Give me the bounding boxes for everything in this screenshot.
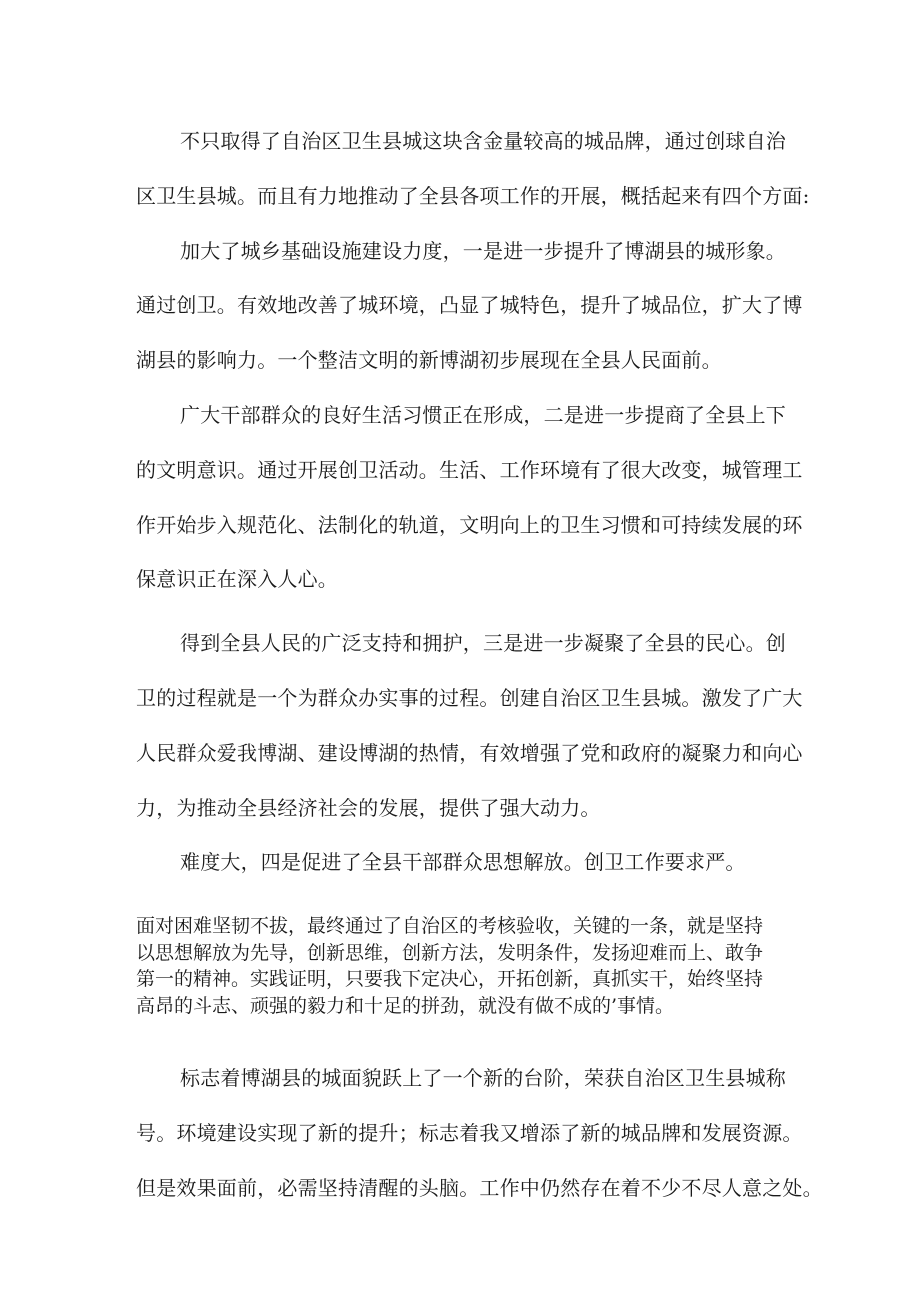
text-line: 保意识正在深入人心。 <box>136 567 338 591</box>
text-line: 第一的精神。实践证明，只要我下定决心，开拓创新，真抓实干，始终坚持 <box>136 968 764 990</box>
text-line: 得到全县人民的广泛支持和拥护，三是进一步凝聚了全县的民心。创 <box>180 631 786 655</box>
text-line: 区卫生县城。而且有力地推动了全县各项工作的开展，概括起来有四个方面: <box>136 184 810 208</box>
text-line: 高昂的斗志、顽强的毅力和十足的拼劲，就没有做不成的’事情。 <box>136 995 675 1017</box>
text-line: 人民群众爱我博湖、建设博湖的热情，有效增强了党和政府的凝聚力和向心 <box>136 741 803 765</box>
text-line: 通过创卫。有效地改善了城环境，凸显了城特色，提升了城品位，扩大了博 <box>136 293 803 317</box>
text-line: 的文明意识。通过开展创卫活动。生活、工作环境有了很大改变，城管理工 <box>136 458 803 482</box>
text-line: 面对困难坚韧不拔，最终通过了自治区的考核验收，关键的一条，就是坚持 <box>136 915 764 937</box>
text-line: 但是效果面前，必需坚持清醒的头脑。工作中仍然存在着不少不尽人意之处。 <box>136 1176 823 1200</box>
text-line: 加大了城乡基础设施建设力度，一是进一步提升了博湖县的城形象。 <box>180 239 786 263</box>
text-line: 卫的过程就是一个为群众办实事的过程。创建自治区卫生县城。激发了广大 <box>136 686 803 710</box>
text-line: 广大干部群众的良好生活习惯正在形成，二是进一步提商了全县上下 <box>180 403 786 427</box>
text-line: 力，为推动全县经济社会的发展，提供了强大动力。 <box>136 796 601 820</box>
text-line: 标志着博湖县的城面貌跃上了一个新的台阶，荣获自治区卫生县城称 <box>180 1066 786 1090</box>
text-line: 作开始步入规范化、法制化的轨道，文明向上的卫生习惯和可持续发展的环 <box>136 513 803 537</box>
text-line: 湖县的影响力。一个整洁文明的新博湖初步展现在全县人民面前。 <box>136 348 722 372</box>
text-line: 难度大，四是促进了全县干部群众思想解放。创卫工作要求严。 <box>180 850 746 874</box>
text-line: 不只取得了自治区卫生县城这块含金量较高的城品牌，通过创球自治 <box>180 129 786 153</box>
text-line: 号。环境建设实现了新的提升；标志着我又增添了新的城品牌和发展资源。 <box>136 1121 803 1145</box>
text-line: 以思想解放为先导，创新思维，创新方法，发明条件，发扬迎难而上、敢争 <box>136 942 764 964</box>
